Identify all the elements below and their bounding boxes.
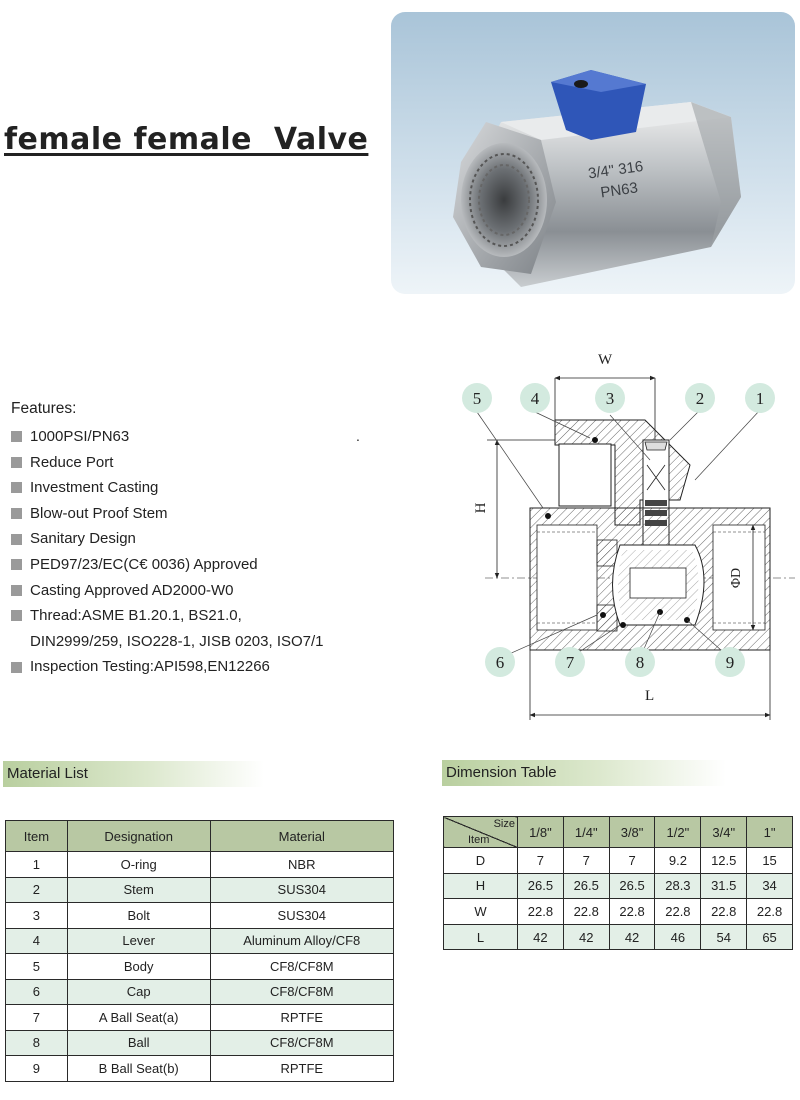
callout-1 [745,383,775,413]
bullet-square-icon [11,534,22,545]
bullet-square-icon [11,662,22,673]
dim-h-label: H [473,502,489,514]
bullet-square-icon [11,508,22,519]
size-header: 1" [747,817,793,848]
col-header-material: Material [210,821,394,852]
size-header: 1/8" [518,817,564,848]
bullet-square-icon [11,457,22,468]
callout-7 [555,647,585,677]
table-row: 1 O-ring NBR [6,852,394,878]
table-row: 5 Body CF8/CF8M [6,954,394,980]
bullet-square-icon [11,482,22,493]
photo-marking-2: PN63 [599,179,639,202]
table-row: W 22.8 22.8 22.8 22.8 22.8 22.8 [444,899,793,925]
corner-item-label: Item [468,834,490,846]
table-row: 6 Cap CF8/CF8M [6,979,394,1005]
svg-text:6: 6 [495,653,505,672]
table-row: 2 Stem SUS304 [6,877,394,903]
bullet-square-icon [11,431,22,442]
table-row: 4 Lever Aluminum Alloy/CF8 [6,928,394,954]
bullet-square-icon [11,559,22,570]
callout-8 [625,647,655,677]
callout-2 [685,383,715,413]
svg-text:1: 1 [755,389,765,408]
feature-item: PED97/23/EC(C€ 0036) Approved [11,552,324,578]
product-title: female female Valve [4,122,369,157]
feature-item: Casting Approved AD2000-W0 [11,578,324,604]
photo-marking-1: 3/4" 316 [587,157,645,183]
svg-text:3: 3 [605,389,615,408]
features-list [11,424,324,680]
col-header-designation: Designation [67,821,210,852]
dimension-header-row [444,817,793,848]
svg-text:8: 8 [635,653,645,672]
stray-mark: . [356,428,360,444]
callout-9 [715,647,745,677]
feature-item: Reduce Port [11,450,324,476]
callout-5 [462,383,492,413]
size-header: 1/4" [563,817,609,848]
feature-item: 1000PSI/PN63 [11,424,324,450]
feature-item: Sanitary Design [11,526,324,552]
callout-3 [595,383,625,413]
dim-l-label: L [645,688,655,704]
svg-text:9: 9 [725,653,735,672]
corner-size-label: Size [493,818,515,830]
features-heading: Features: [11,400,77,417]
features-section [11,400,324,680]
product-photo [391,12,795,294]
feature-item: Inspection Testing:API598,EN12266 [11,654,324,680]
feature-item: Investment Casting [11,475,324,501]
table-row: 7 A Ball Seat(a) RPTFE [6,1005,394,1031]
valve-cross-section-diagram [455,340,800,730]
svg-text:2: 2 [695,389,705,408]
feature-item-continued: DIN2999/259, ISO228-1, JISB 0203, ISO7/1 [30,632,324,650]
svg-text:5: 5 [472,389,482,408]
table-row: 8 Ball CF8/CF8M [6,1030,394,1056]
table-row: 3 Bolt SUS304 [6,903,394,929]
size-header: 3/8" [609,817,655,848]
bullet-square-icon [11,610,22,621]
material-header-row [6,821,394,852]
callout-4 [520,383,550,413]
table-row: 9 B Ball Seat(b) RPTFE [6,1056,394,1082]
dimension-table-heading: Dimension Table [442,760,726,786]
size-header: 1/2" [655,817,701,848]
material-table [5,820,394,1082]
feature-item: Blow-out Proof Stem [11,501,324,527]
col-header-item: Item [6,821,68,852]
dim-w-label: W [598,352,613,368]
material-list-heading: Material List [3,761,264,787]
dim-d-label: ΦD [729,567,744,589]
table-row: H 26.5 26.5 26.5 28.3 31.5 34 [444,873,793,899]
dimension-table [443,816,793,950]
table-row: D 7 7 7 9.2 12.5 15 [444,848,793,874]
table-row: L 42 42 42 46 54 65 [444,924,793,950]
svg-text:4: 4 [530,389,540,408]
feature-item: Thread:ASME B1.20.1, BS21.0, [11,603,324,629]
svg-text:7: 7 [565,653,575,672]
corner-header [444,817,518,848]
size-header: 3/4" [701,817,747,848]
bullet-square-icon [11,585,22,596]
callout-6 [485,647,515,677]
